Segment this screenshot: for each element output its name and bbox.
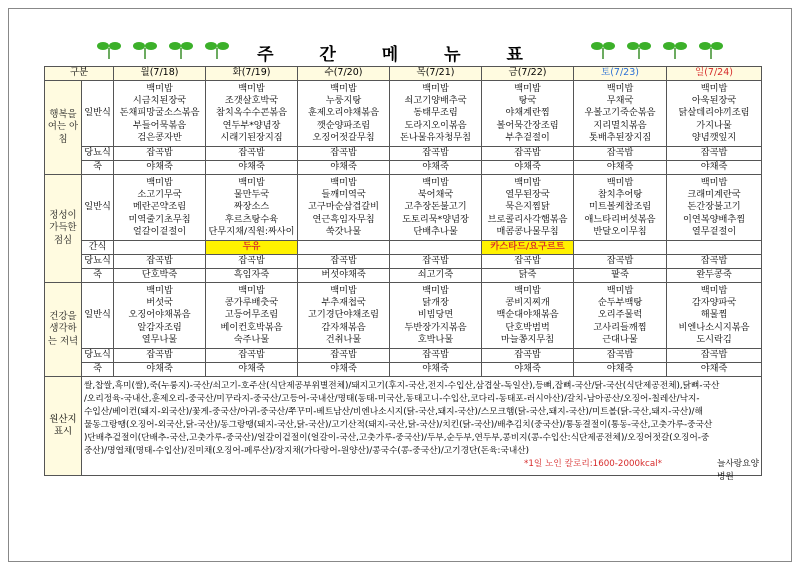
menu-item: 얼갈이겉절이 (132, 226, 187, 238)
header-day: 금(7/22) (482, 67, 574, 81)
menu-item: 순두부백탕 (597, 296, 643, 308)
dinner-porridge-row-cell: 야채죽 (667, 363, 762, 377)
menu-item: 백미밥 (606, 284, 634, 296)
menu-item: 미역줄기초무침 (128, 213, 191, 225)
menu-item: 고사리들깨찜 (593, 321, 647, 333)
dinner-diabetic-row-cell: 잡곡밥 (298, 349, 390, 363)
breakfast-general-row (45, 81, 762, 147)
lunch-porridge-row-cell: 버섯야채죽 (298, 269, 390, 283)
menu-item: 백미밥 (330, 82, 357, 94)
lunch-snack-row-cell (390, 241, 482, 255)
menu-item: 이연복양배추찜 (682, 213, 746, 225)
menu-item: 돈나물유자청무침 (400, 132, 472, 144)
menu-item: 검은콩자반 (137, 132, 182, 144)
menu-item: 우볼고기죽순볶음 (584, 107, 656, 119)
dinner-general-cell (482, 283, 574, 349)
menu-item: 묵은지찜닭 (505, 201, 550, 213)
lunch-diabetic-row-cell: 잡곡밥 (482, 255, 574, 269)
menu-item: 백미밥 (514, 82, 541, 94)
menu-item: 연근흑임자무침 (312, 213, 375, 225)
dinner-diabetic-row-cell: 잡곡밥 (206, 349, 298, 363)
breakfast-porridge-row-cell: 야채죽 (206, 161, 298, 175)
breakfast-general-cell (574, 81, 667, 147)
menu-item: 백미밥 (330, 176, 357, 188)
origin-line: /오리정육-국내산,훈제오리-중국산/미꾸라지-중국산/고등어-국내산/명태(동태-미국산,동태고니-수입산,코다리-동태포-러시아산)/갈치-남아공산/오징어-칠레산/낙지- (84, 394, 700, 404)
menu-item: 후르츠탕수육 (224, 213, 279, 225)
lunch-general-cell (574, 175, 667, 241)
menu-item: 부추겉절이 (505, 132, 550, 144)
menu-item: 백미밥 (606, 82, 634, 94)
menu-item: 톳배추된장지짐 (588, 132, 652, 144)
menu-item: 버섯국 (146, 296, 173, 308)
breakfast-general-cell (298, 81, 390, 147)
breakfast-diabetic-row-cell: 잡곡밥 (298, 147, 390, 161)
menu-item: 참치옥수수콘볶음 (216, 107, 288, 119)
menu-item: 콩가루배춧국 (224, 296, 279, 308)
header-day: 목(7/21) (390, 67, 482, 81)
menu-item: 백미밥 (700, 284, 728, 296)
origin-text (82, 377, 762, 482)
menu-item: 볼어묵간장조림 (496, 119, 559, 131)
dinner-porridge-row-cell: 야채죽 (390, 363, 482, 377)
menu-item: 백미밥 (422, 284, 449, 296)
menu-item: 감자채볶음 (321, 321, 366, 333)
lunch-general-cell (667, 175, 762, 241)
header-day: 월(7/18) (114, 67, 206, 81)
header-row (45, 67, 762, 81)
dinner-general-cell (574, 283, 667, 349)
header-day: 일(7/24) (667, 67, 762, 81)
menu-item: 아욱된장국 (691, 94, 737, 106)
menu-item: 열무겉절이 (691, 226, 737, 238)
breakfast-porridge-row-cell: 야채죽 (114, 161, 206, 175)
page-title: 주 간 메 뉴 표 (257, 45, 543, 65)
dinner-section-label: 건강을 생각하는 저녁 (45, 283, 82, 377)
menu-item: 짜장소스 (233, 201, 270, 213)
menu-item: 메란곤약조림 (132, 201, 187, 213)
lunch-diabetic-row-cell: 잡곡밥 (114, 255, 206, 269)
menu-item: 백미밥 (330, 284, 357, 296)
breakfast-diabetic-row-cell: 잡곡밥 (574, 147, 667, 161)
menu-item: 야채계란찜 (505, 107, 550, 119)
menu-item: 열무나물 (141, 334, 178, 346)
lunch-diabetic-row (45, 255, 762, 269)
menu-item: 도시락김 (696, 334, 732, 346)
lunch-section-label: 정성이 가득한 점심 (45, 175, 82, 283)
weekly-menu-table (44, 66, 762, 482)
lunch-snack-row-cell (667, 241, 762, 255)
menu-item: 소고기무국 (137, 188, 182, 200)
menu-item: 건취나물 (325, 334, 362, 346)
menu-item: 훈제오리야채볶음 (308, 107, 380, 119)
lunch-diabetic-row-cell: 잡곡밥 (206, 255, 298, 269)
dinner-general-cell (114, 283, 206, 349)
origin-footer (84, 458, 759, 482)
menu-item: 백미밥 (146, 82, 173, 94)
breakfast-general-label: 일반식 (82, 81, 114, 147)
menu-item: 백미밥 (514, 284, 541, 296)
menu-item: 감자양파국 (691, 296, 737, 308)
breakfast-general-cell (114, 81, 206, 147)
breakfast-general-cell (206, 81, 298, 147)
menu-item: 물만두국 (233, 188, 270, 200)
lunch-snack-row-cell: 두유 (206, 241, 298, 255)
menu-item: 쇠고기양배추국 (404, 94, 467, 106)
menu-item: 북어채국 (417, 188, 454, 200)
lunch-general-label: 일반식 (82, 175, 114, 241)
menu-item: 돈채피망굴소스볶음 (119, 107, 200, 119)
menu-item: 깻순양파조림 (316, 119, 371, 131)
origin-line: 수입산/베이컨(돼지-외국산)/꽃게-중국산/아귀-중국산/쭈꾸미-베트남산/비엔나소시지(닭-국산,돼지-국산)/스모크햄(닭-국산,돼지-국산)/미트볼(닭-국산,돼지-국산)/해 (84, 407, 703, 417)
menu-item: 오징어야채볶음 (128, 309, 191, 321)
lunch-general-row (45, 175, 762, 241)
lunch-porridge-row-label: 죽 (82, 269, 114, 283)
menu-item: 동태무조림 (413, 107, 458, 119)
lunch-porridge-row-cell: 쇠고기죽 (390, 269, 482, 283)
menu-item: 비엔나소시지볶음 (678, 321, 750, 333)
menu-item: 고추장돈불고기 (404, 201, 467, 213)
lunch-porridge-row-cell: 팥죽 (574, 269, 667, 283)
breakfast-general-cell (667, 81, 762, 147)
menu-item: 누룽지탕 (325, 94, 362, 106)
menu-item: 백미밥 (422, 82, 449, 94)
menu-item: 매콤콩나물무침 (496, 226, 559, 238)
lunch-general-cell (114, 175, 206, 241)
menu-item: 베이컨호박볶음 (220, 321, 283, 333)
dinner-porridge-row-cell: 야채죽 (298, 363, 390, 377)
dinner-porridge-row-cell: 야채죽 (114, 363, 206, 377)
dinner-general-cell (390, 283, 482, 349)
breakfast-diabetic-row-cell: 잡곡밥 (667, 147, 762, 161)
menu-item: 백미밥 (238, 176, 265, 188)
dinner-diabetic-row-cell: 잡곡밥 (114, 349, 206, 363)
menu-item: 숙주나물 (233, 334, 270, 346)
menu-item: 백미밥 (606, 176, 634, 188)
origin-line: )단배추겉절이(단배추-국산,고춧가루-중국산)/얼갈이겉절이(얼갈이-국산,고춧가루-중국산)/두부,순두부,연두부,콩비지(콩-수입산:식단제공전체)/오징어젓갈(오징어-중 (84, 433, 710, 443)
dinner-general-cell (298, 283, 390, 349)
lunch-general-cell (206, 175, 298, 241)
menu-item: 고기경단야채조림 (308, 309, 380, 321)
breakfast-porridge-row-cell: 야채죽 (667, 161, 762, 175)
lunch-general-cell (390, 175, 482, 241)
origin-line: 쌀,찹쌀,흑미(쌀),죽(누룽지)-국산/쇠고기-호주산(식단제공부위별전체)/돼지고기(후지-국산,전지-수입산,삼겹살-독일산),등뼈,잡뼈-국산/닭-국산(식단제공전체),닭뼈-국산 (84, 381, 720, 391)
dinner-general-row (45, 283, 762, 349)
breakfast-porridge-row (45, 161, 762, 175)
menu-item: 쑥갓나물 (325, 226, 362, 238)
dinner-general-label: 일반식 (82, 283, 114, 349)
menu-item: 콩비지찌개 (505, 296, 550, 308)
menu-item: 애느타리버섯볶음 (584, 213, 656, 225)
breakfast-general-cell (390, 81, 482, 147)
lunch-snack-row-cell: 카스타드/요구르트 (482, 241, 574, 255)
breakfast-section-label: 행복을 여는 아침 (45, 81, 82, 175)
menu-item: 연두부*양념장 (222, 119, 281, 131)
breakfast-general-cell (482, 81, 574, 147)
header-gubun: 구분 (45, 67, 114, 81)
menu-item: 오리주물럭 (597, 309, 643, 321)
breakfast-porridge-row-cell: 야채죽 (390, 161, 482, 175)
lunch-diabetic-row-cell: 잡곡밥 (298, 255, 390, 269)
menu-item: 도라지오이볶음 (404, 119, 467, 131)
menu-item: 도토리묵*양념장 (402, 213, 469, 225)
menu-item: 부들어묵볶음 (132, 119, 187, 131)
breakfast-diabetic-row-cell: 잡곡밥 (206, 147, 298, 161)
dinner-general-cell (206, 283, 298, 349)
menu-item: 닭개장 (422, 296, 449, 308)
dinner-diabetic-row-cell: 잡곡밥 (574, 349, 667, 363)
menu-item: 양념깻잎지 (691, 132, 737, 144)
breakfast-diabetic-row-cell: 잡곡밥 (390, 147, 482, 161)
dinner-diabetic-row-cell: 잡곡밥 (667, 349, 762, 363)
lunch-snack-row-cell (114, 241, 206, 255)
menu-item: 백순대야채볶음 (496, 309, 559, 321)
breakfast-diabetic-row-cell: 잡곡밥 (114, 147, 206, 161)
lunch-general-cell (482, 175, 574, 241)
menu-item: 근대나물 (602, 334, 638, 346)
dinner-porridge-row-cell: 야채죽 (482, 363, 574, 377)
menu-item: 호박나물 (417, 334, 454, 346)
dinner-diabetic-row-cell: 잡곡밥 (482, 349, 574, 363)
lunch-snack-row-label: 간식 (82, 241, 114, 255)
menu-item: 백미밥 (146, 284, 173, 296)
breakfast-diabetic-row-label: 당뇨식 (82, 147, 114, 161)
lunch-diabetic-row-label: 당뇨식 (82, 255, 114, 269)
menu-item: 단배추나물 (413, 226, 458, 238)
origin-line: 중산)/명엽채(명태-수입산)/진미채(오징어-페루산)/장지채(가다랑어-원양산)/콩국수(콩-중국산)/고기경단(돈육:국내산) (84, 446, 530, 456)
breakfast-diabetic-row (45, 147, 762, 161)
menu-item: 열무된장국 (505, 188, 550, 200)
menu-body (45, 67, 762, 482)
menu-item: 조갯살호박국 (224, 94, 279, 106)
lunch-porridge-row-cell: 완두콩죽 (667, 269, 762, 283)
menu-item: 백미밥 (146, 176, 173, 188)
dinner-porridge-row-label: 죽 (82, 363, 114, 377)
breakfast-porridge-row-cell: 야채죽 (482, 161, 574, 175)
menu-item: 참치추어탕 (597, 188, 643, 200)
menu-item: 단무지채/직원:짜사이 (208, 226, 295, 238)
breakfast-porridge-row-cell: 야채죽 (574, 161, 667, 175)
menu-item: 단호박범벅 (505, 321, 550, 333)
dinner-porridge-row (45, 363, 762, 377)
breakfast-porridge-row-label: 죽 (82, 161, 114, 175)
menu-item: 가지나물 (696, 119, 732, 131)
lunch-diabetic-row-cell: 잡곡밥 (574, 255, 667, 269)
menu-item: 비빔당면 (417, 309, 454, 321)
origin-line: 물동그랑땡(오징어-외국산,닭-국산)/동그랑땡(돼지-국산,닭-국산)/고기산적(돼지-국산,닭-국산)/치킨(닭-국산)/배추김치(중국산)/통동결절이(통동-국산,고춧가루-중국산 (84, 420, 713, 430)
dinner-diabetic-row-cell: 잡곡밥 (390, 349, 482, 363)
header-day: 수(7/20) (298, 67, 390, 81)
menu-item: 고구마순삼겹갈비 (308, 201, 380, 213)
menu-item: 두반장가지볶음 (404, 321, 467, 333)
menu-item: 반달오이무침 (593, 226, 647, 238)
menu-item: 시금치된장국 (132, 94, 187, 106)
menu-item: 지리멸치볶음 (593, 119, 647, 131)
hospital-name: 늘사랑요양병원 (717, 459, 759, 482)
menu-item: 백미밥 (700, 82, 728, 94)
header-day: 토(7/23) (574, 67, 667, 81)
breakfast-diabetic-row-cell: 잡곡밥 (482, 147, 574, 161)
lunch-snack-row (45, 241, 762, 255)
lunch-snack-row-cell (298, 241, 390, 255)
menu-item: 크래미계란국 (687, 188, 741, 200)
menu-item: 해물찜 (700, 309, 728, 321)
dinner-diabetic-row (45, 349, 762, 363)
dinner-diabetic-row-label: 당뇨식 (82, 349, 114, 363)
lunch-diabetic-row-cell: 잡곡밥 (667, 255, 762, 269)
menu-item: 들깨미역국 (321, 188, 366, 200)
breakfast-porridge-row-cell: 야채죽 (298, 161, 390, 175)
menu-item: 탕국 (518, 94, 537, 106)
origin-label: 원산지 표시 (45, 377, 82, 476)
menu-item: 마늘쫑지무침 (500, 334, 555, 346)
header-day: 화(7/19) (206, 67, 298, 81)
menu-item: 브로콜리사각햄볶음 (487, 213, 568, 225)
kcal-note: *1일 노인 칼로리:1600-2000kcal* (524, 459, 662, 469)
lunch-porridge-row (45, 269, 762, 283)
lunch-porridge-row-cell: 닭죽 (482, 269, 574, 283)
menu-item: 백미밥 (700, 176, 728, 188)
lunch-snack-row-cell (574, 241, 667, 255)
menu-item: 돈간장불고기 (687, 201, 741, 213)
menu-item: 무채국 (606, 94, 634, 106)
dinner-general-cell (667, 283, 762, 349)
lunch-general-cell (298, 175, 390, 241)
origin-row (45, 377, 762, 476)
menu-item: 부추재첩국 (321, 296, 366, 308)
menu-item: 오징어젓갈무침 (312, 132, 375, 144)
menu-item: 닭살데리야끼조림 (678, 107, 750, 119)
lunch-porridge-row-cell: 단호박죽 (114, 269, 206, 283)
menu-item: 고등어무조림 (224, 309, 279, 321)
lunch-diabetic-row-cell: 잡곡밥 (390, 255, 482, 269)
dinner-porridge-row-cell: 야채죽 (574, 363, 667, 377)
menu-item: 백미밥 (514, 176, 541, 188)
menu-item: 백미밥 (238, 82, 265, 94)
menu-item: 백미밥 (422, 176, 449, 188)
dinner-porridge-row-cell: 야채죽 (206, 363, 298, 377)
menu-item: 백미밥 (238, 284, 265, 296)
menu-item: 미트볼케찹조림 (588, 201, 652, 213)
menu-item: 시래기된장지짐 (220, 132, 283, 144)
menu-item: 알감자조림 (137, 321, 182, 333)
lunch-porridge-row-cell: 흑임자죽 (206, 269, 298, 283)
